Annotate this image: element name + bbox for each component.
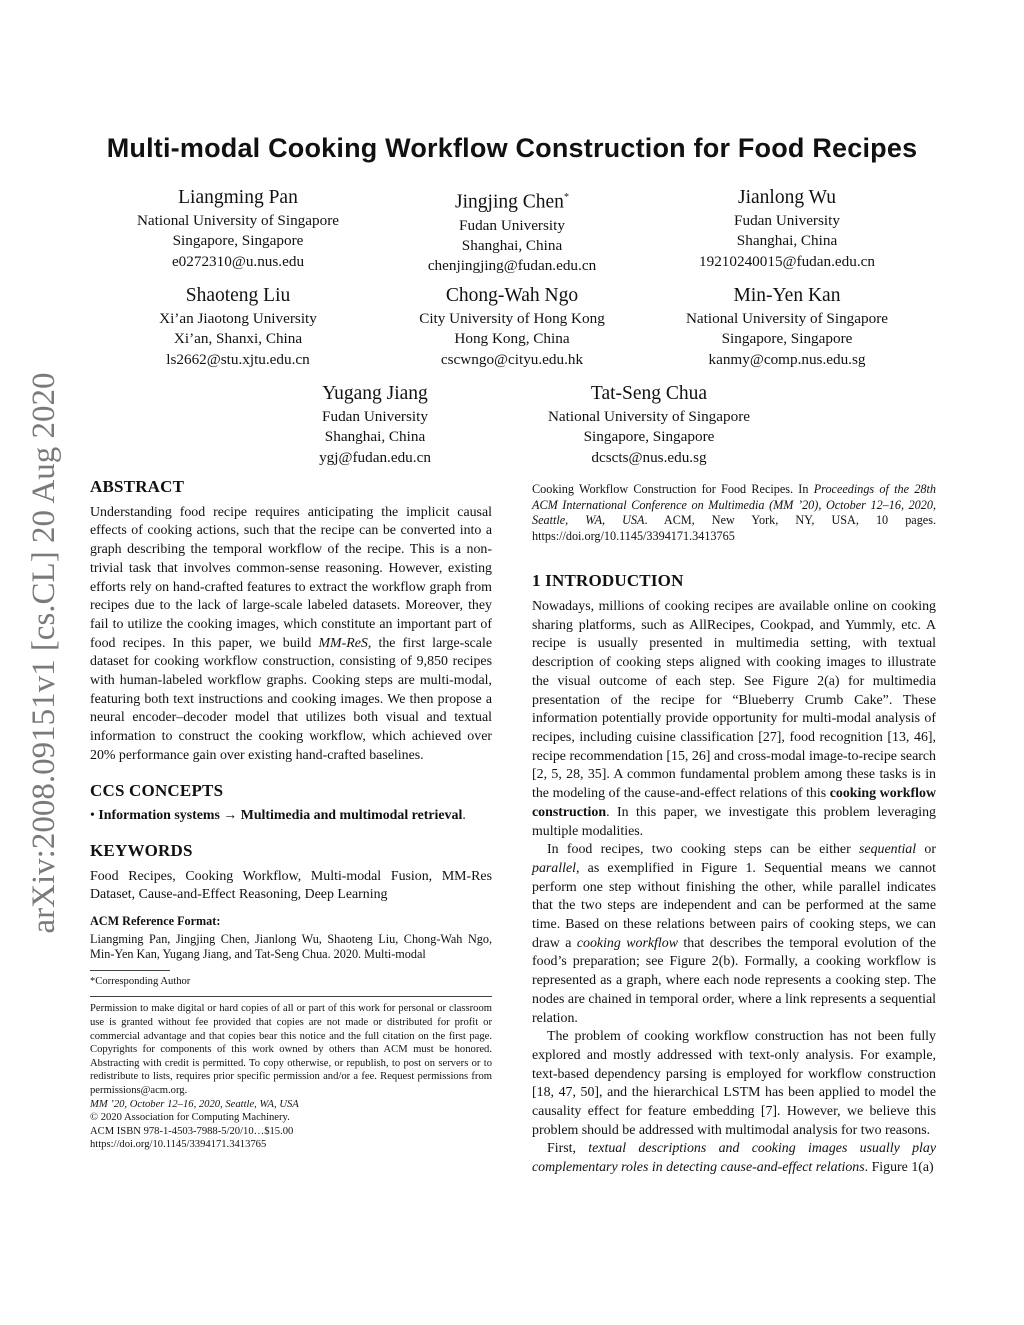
author-email: ls2662@stu.xjtu.edu.cn (166, 350, 310, 368)
author-affiliation: Fudan University (322, 408, 428, 425)
keywords-text: Food Recipes, Cooking Workflow, Multi-modal Fusion, MM-Res Dataset, Cause-and-Effect Reasoning, Deep Learning (90, 868, 492, 903)
author-location: Shanghai, China (736, 232, 838, 250)
abstract-text: Understanding food recipe requires anticipating the implicit causal effects of cooking actions, such that the recipe can be converted into a graph describing the temporal workflow of the recipe. This is a non-trivial task that involves common-sense reasoning. However, existing efforts rely on hand-crafted features to extract the workflow graph from recipes due to the lack of large-scale labeled datasets. Moreover, they fail to utilize the cooking images, which constitute an important part of food recipes. In this paper, we build MM-ReS, the first large-scale dataset for cooking workflow construction, consisting of 9,850 recipes with human-labeled workflow graphs. Cooking steps are multi-modal, featuring both text instructions and cooking images. We then propose a neural encoder–decoder model that utilizes both visual and textual information to construct the cooking workflow, which achieved over 20% performance gain over existing hand-crafted baselines. (90, 504, 493, 763)
author-block (637, 284, 937, 370)
author-name: Jingjing Chen (455, 191, 564, 213)
author-email: e0272310@u.nus.edu (171, 252, 305, 270)
ccs-heading: CCS CONCEPTS (90, 780, 224, 800)
author-name: Liangming Pan (178, 187, 298, 208)
author-email: cscwngo@cityu.edu.hk (440, 350, 584, 368)
abstract-heading: ABSTRACT (90, 477, 185, 496)
footnote-rule (90, 970, 170, 971)
author-location: Shanghai, China (324, 428, 426, 446)
corresponding-author-note: *Corresponding Author (90, 975, 191, 987)
author-location: Hong Kong, China (454, 330, 570, 348)
doi-link[interactable]: https://doi.org/10.1145/3394171.3413765 (90, 1139, 267, 1151)
author-email: kanmy@comp.nus.edu.sg (708, 350, 866, 368)
permission-block (90, 1002, 492, 1152)
author-name: Jianlong Wu (738, 187, 836, 208)
keywords-heading: KEYWORDS (90, 840, 193, 860)
author-name: Yugang Jiang (322, 383, 428, 404)
author-name: Tat-Seng Chua (590, 383, 708, 404)
author-location: Singapore, Singapore (172, 232, 304, 250)
author-name: Shaoteng Liu (185, 285, 291, 306)
corresponding-mark: * (563, 192, 569, 203)
author-block (637, 186, 937, 272)
copyright-notice: © 2020 Association for Computing Machinery. (90, 1112, 290, 1124)
arxiv-identifier: arXiv:2008.09151v1 [cs.CL] 20 Aug 2020 (26, 372, 62, 934)
author-location: Xi’an, Shanxi, China (173, 330, 303, 348)
author-affiliation: National University of Singapore (136, 212, 340, 229)
author-affiliation: National University of Singapore (547, 408, 751, 425)
author-block (499, 382, 799, 468)
conference-info: MM ’20, October 12–16, 2020, Seattle, WA, USA (90, 1098, 299, 1110)
intro-paragraph-1: Nowadays, millions of cooking recipes are available online on cooking sharing platforms, such as AllRecipes, Cookpad, and Yummly, etc. A recipe is usually presented in multimedia setting, with textual description of cooking steps aligned with cooking images to illustrate the visual outcome of each step. See Figure 2(a) for multimedia presentation of the recipe for “Blueberry Crumb Cake”. These information potentially provide opportunity for multi-modal analysis of recipes, including cuisine classification [27], food recognition [13, 46], recipe recommendation [15, 26] and cross-modal image-to-recipe search [2, 5, 28, 35]. A common fundamental problem among these tasks is in the modeling of the cause-and-effect relations of this cooking workflow construction. In this paper, we investigate this problem leveraging multiple modalities. (532, 599, 936, 839)
author-affiliation: Fudan University (734, 212, 840, 229)
author-name: Chong-Wah Ngo (445, 285, 579, 306)
author-email: dcscts@nus.edu.sg (591, 448, 707, 466)
author-location: Singapore, Singapore (721, 330, 853, 348)
dataset-name: MM-ReS (318, 635, 368, 651)
ccs-concept: Information systems → Multimedia and multimodal retrieval (98, 808, 463, 824)
acm-reference-text: Liangming Pan, Jingjing Chen, Jianlong Wu, Shaoteng Liu, Chong-Wah Ngo, Min-Yen Kan, Yugang Jiang, and Tat-Seng Chua. 2020. Multi-modal (90, 931, 492, 962)
intro-paragraph-4: First, textual descriptions and cooking images usually play complementary roles in detecting cause-and-effect relations. Figure 1(a) (532, 1141, 937, 1176)
left-column (90, 478, 492, 1152)
author-block (362, 186, 662, 276)
task-name: cooking workflow construction (532, 786, 936, 820)
author-affiliation: National University of Singapore (685, 310, 889, 327)
author-block (88, 186, 388, 272)
author-email: 19210240015@fudan.edu.cn (699, 252, 875, 270)
author-block (362, 284, 662, 370)
author-location: Singapore, Singapore (583, 428, 715, 446)
author-location: Shanghai, China (461, 236, 563, 254)
acm-reference-heading: ACM Reference Format: (90, 914, 221, 929)
permission-rule (90, 996, 492, 997)
ccs-concepts: • Information systems → Multimedia and multimodal retrieval. (90, 808, 466, 824)
author-email: chenjingjing@fudan.edu.cn (427, 257, 597, 275)
author-block (225, 382, 525, 468)
author-affiliation: Fudan University (459, 216, 565, 234)
proceedings-title: Proceedings of the 28th ACM International Conference on Multimedia (MM ’20), October 12–16, 2020, Seattle, WA, USA (532, 482, 936, 528)
author-email: ygj@fudan.edu.cn (319, 448, 431, 466)
author-name: Min-Yen Kan (733, 285, 841, 306)
intro-paragraph-2: In food recipes, two cooking steps can be either sequential or parallel, as exemplified in Figure 1. Sequential means we cannot perform one step without finishing the other, while parallel indicates that the two steps are independent and can be performed at the same time. Based on these relations between pairs of cooking steps, we can draw a cooking workflow that describes the temporal evolution of the food’s preparation; see Figure 2(b). Formally, a cooking workflow is represented as a graph, where each node represents a cooking step. The nodes are chained in temporal order, where a link represents a sequential relation. (532, 842, 937, 1026)
permission-text: Permission to make digital or hard copies of all or part of this work for personal or classroom use is granted without fee provided that copies are not made or distributed for profit or commercial advantage and that copies bear this notice and the full citation on the first page. Copyrights for components of this work owned by others than ACM must be honored. Abstracting with credit is permitted. To copy otherwise, or republish, to post on servers or to redistribute to lists, requires prior specific permission and/or a fee. Request permissions from permissions@acm.org. (90, 1003, 492, 1096)
author-affiliation: Xi’an Jiaotong University (159, 310, 317, 327)
author-block (88, 284, 388, 370)
introduction-heading: 1 INTRODUCTION (532, 571, 684, 591)
author-affiliation: City University of Hong Kong (419, 310, 605, 327)
acm-reference-continued: Cooking Workflow Construction for Food Recipes. In Proceedings of the 28th ACM International Conference on Multimedia (MM ’20), October 12–16, 2020, Seattle, WA, USA. ACM, New York, NY, USA, 10 pages. https://doi.org/10.1145/3394171.3413765 (532, 482, 937, 543)
paper-title: Multi-modal Cooking Workflow Construction for Food Recipes (106, 133, 918, 163)
right-column (532, 482, 936, 1178)
intro-paragraph-3: The problem of cooking workflow construction has not been fully explored and mostly addressed with text-only analysis. For example, text-based dependency parsing is employed for workflow construction [18, 47, 50], and the hierarchical LSTM has been applied to model the causality effect for feature embedding [7]. However, we believe this problem should be addressed with multimodal analysis for two reasons. (532, 1029, 936, 1138)
isbn: ACM ISBN 978-1-4503-7988-5/20/10…$15.00 (90, 1125, 294, 1137)
